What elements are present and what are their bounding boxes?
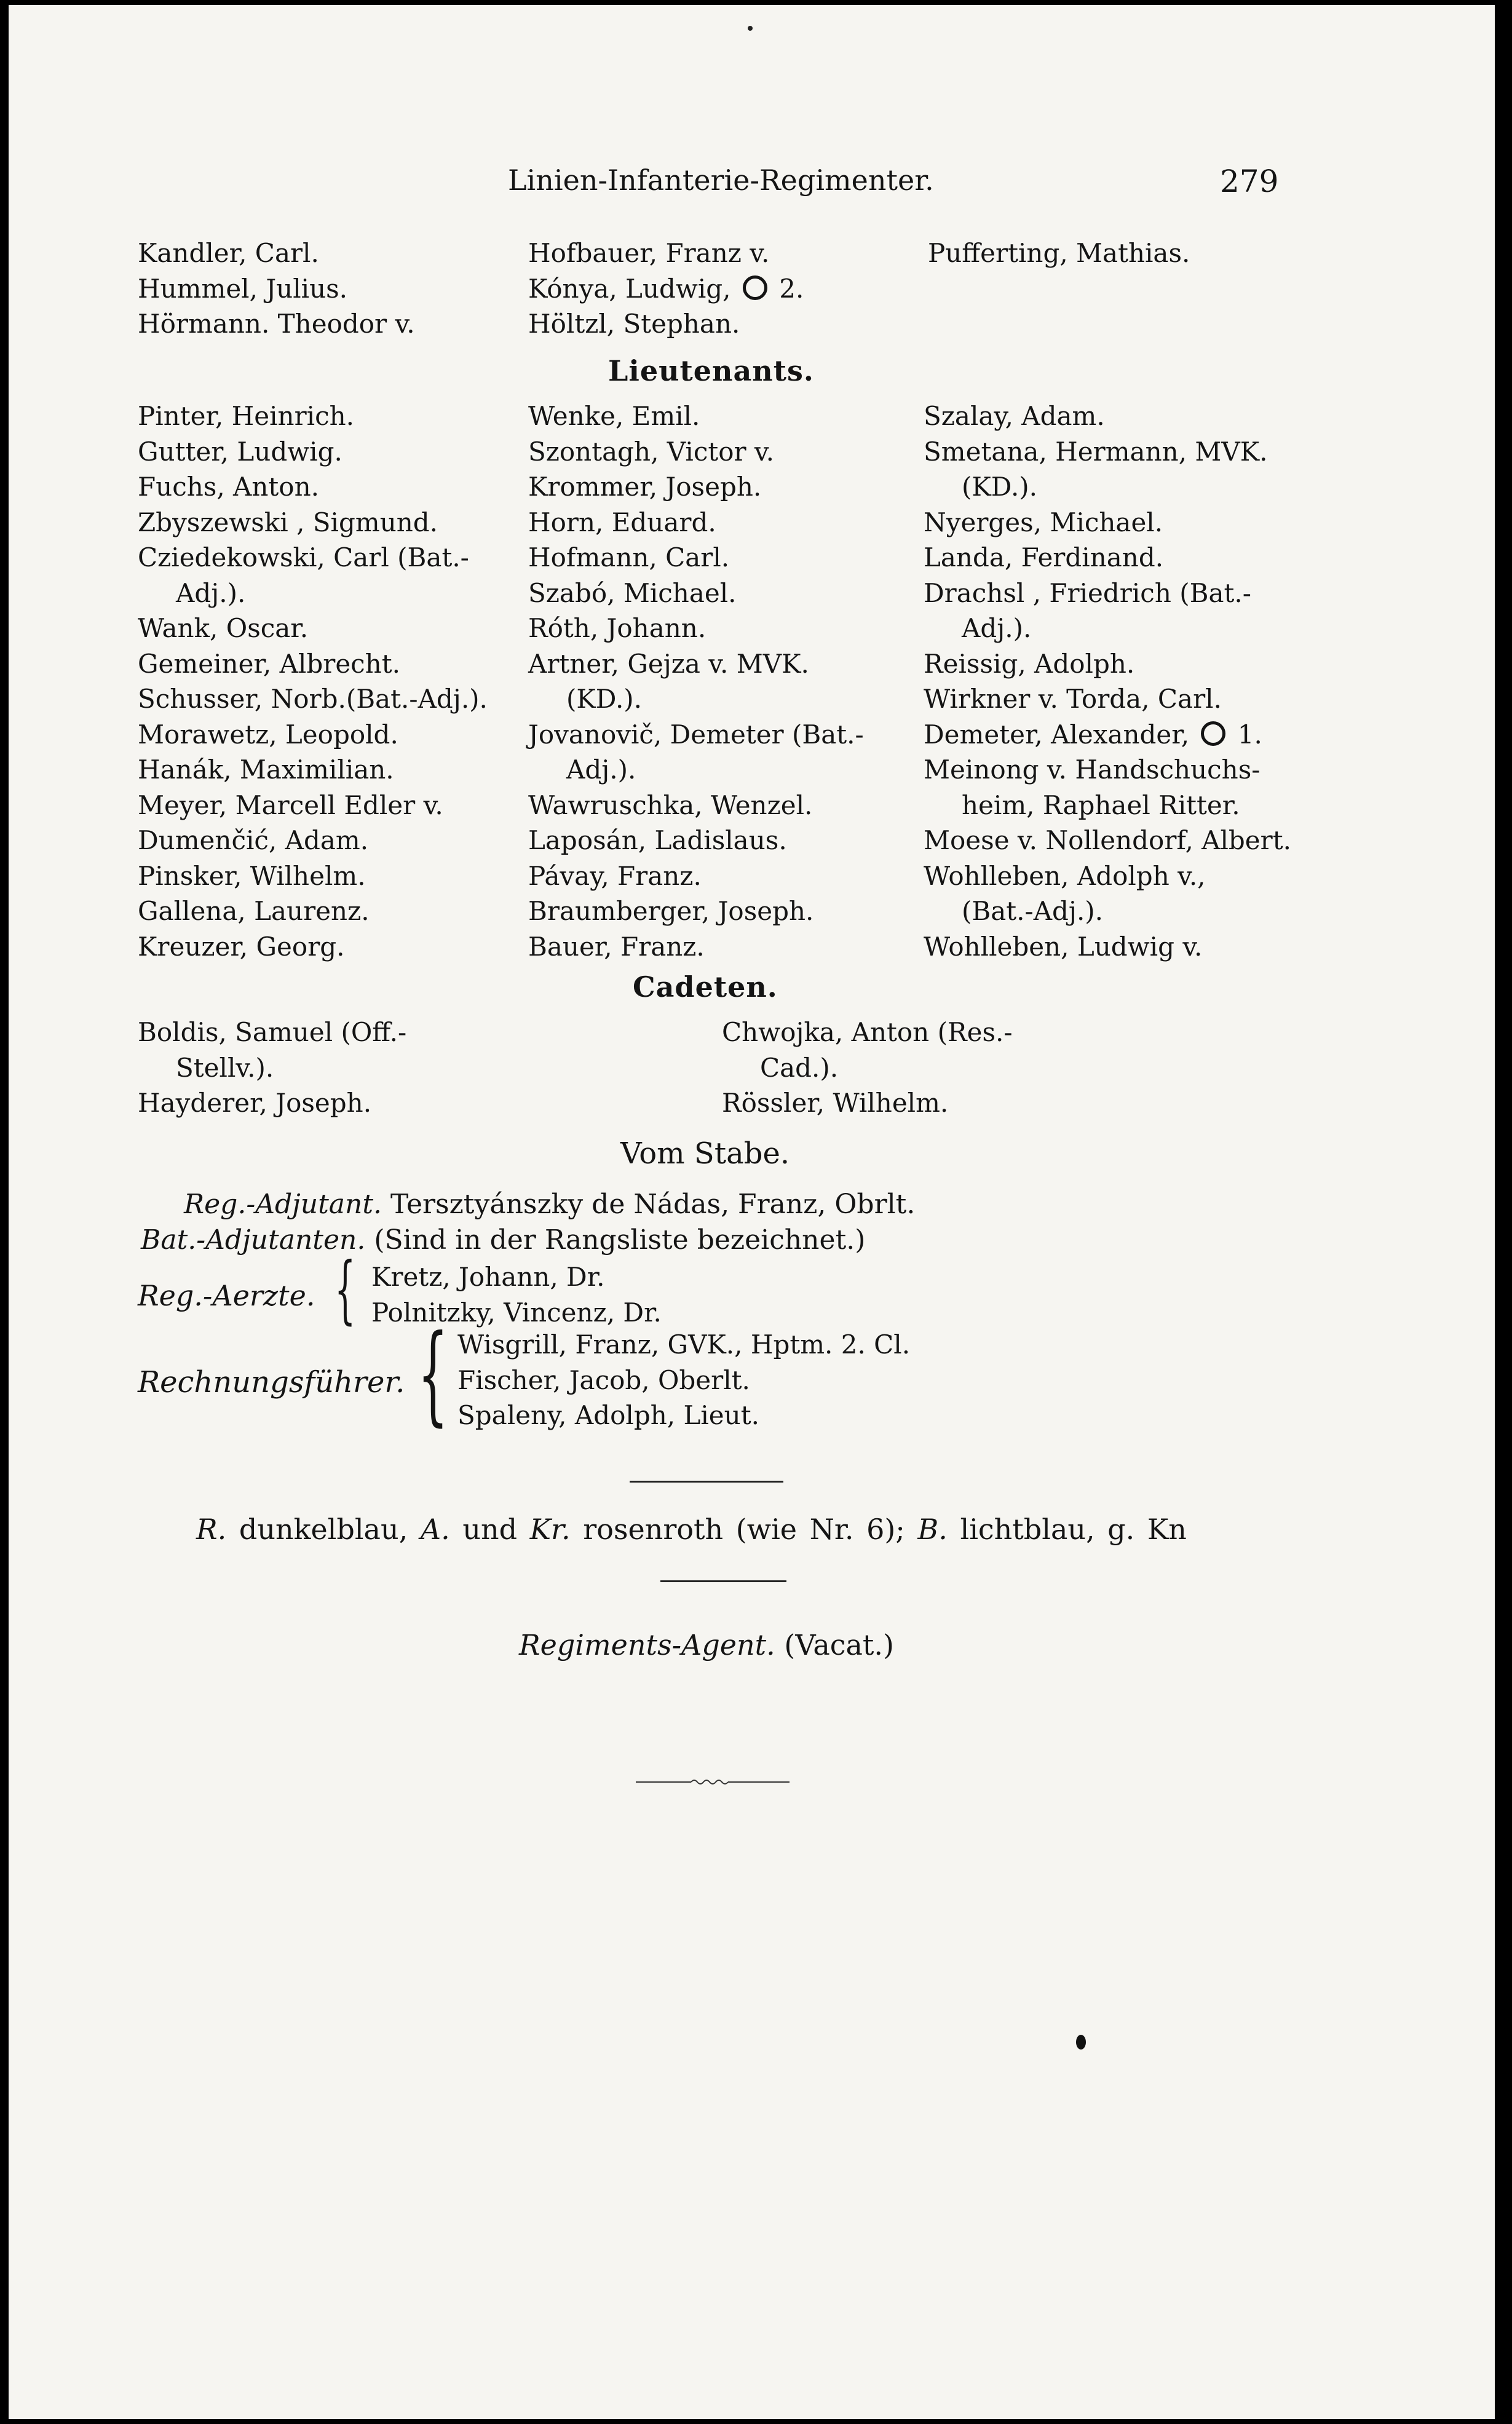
- list-item: Szabó, Michael.: [528, 577, 737, 608]
- page-number: 279: [1220, 164, 1279, 199]
- list-item: Adj.).: [962, 613, 1032, 643]
- agent-row: [519, 1628, 894, 1662]
- list-item: Spaleny, Adolph, Lieut.: [457, 1400, 759, 1430]
- uniform-colors-line: R. dunkelblau, A. und Kr. rosenroth (wie Nr. 6); B. lichtblau, g. Kn: [196, 1513, 1187, 1546]
- list-item: Wisgrill, Franz, GVK., Hptm. 2. Cl.: [457, 1329, 911, 1360]
- list-item: Zbyszewski , Sigmund.: [138, 507, 438, 537]
- ornament-rule-icon: [636, 1775, 790, 1787]
- list-item: Jovanovič, Demeter (Bat.-: [528, 719, 864, 750]
- reg-adjutant-label: Reg.-Adjutant.: [184, 1189, 382, 1220]
- list-item: Szalay, Adam.: [924, 401, 1105, 431]
- brace-icon: {: [334, 1247, 356, 1333]
- list-item: Wawruschka, Wenzel.: [528, 790, 813, 820]
- list-item: Bauer, Franz.: [528, 931, 705, 962]
- list-item: Meinong v. Handschuchs-: [924, 755, 1261, 785]
- list-item: Braumberger, Joseph.: [528, 896, 814, 926]
- ink-speck-icon: [1072, 2031, 1091, 2056]
- list-item: Drachsl , Friedrich (Bat.-: [924, 577, 1251, 608]
- list-item: Chwojka, Anton (Res.-: [722, 1017, 1013, 1047]
- divider: [630, 1481, 783, 1483]
- lieutenants-col-2: [528, 398, 897, 964]
- ink-speck-icon: [745, 23, 755, 33]
- lieutenants-col-3: [924, 398, 1305, 964]
- section-heading-lieutenants: Lieutenants.: [608, 354, 814, 387]
- list-item: Wank, Oscar.: [138, 613, 309, 643]
- list-item: Smetana, Hermann, MVK.: [924, 436, 1268, 467]
- reg-adjutant-value: Tersztyánszky de Nádas, Franz, Obrlt.: [390, 1189, 916, 1220]
- list-item: Stellv.).: [176, 1052, 274, 1083]
- bat-adjutanten-value: (Sind in der Rangsliste bezeichnet.): [374, 1224, 866, 1256]
- list-item: Cad.).: [760, 1052, 839, 1083]
- list-item: (KD.).: [566, 684, 643, 714]
- list-item: Wohlleben, Adolph v.,: [924, 860, 1206, 891]
- divider: [660, 1580, 786, 1582]
- list-item: Fuchs, Anton.: [138, 472, 319, 502]
- list-item: Dumenčić, Adam.: [138, 825, 369, 855]
- list-item: Wohlleben, Ludwig v.: [924, 931, 1203, 962]
- list-item: Pávay, Franz.: [528, 860, 702, 891]
- list-item: Gutter, Ludwig.: [138, 436, 342, 467]
- aerzte-label: Reg.-Aerzte.: [138, 1279, 315, 1312]
- list-item: Hummel, Julius.: [138, 273, 348, 304]
- top-col-3: [928, 236, 1190, 271]
- list-item: Gemeiner, Albrecht.: [138, 648, 400, 679]
- list-item: Gallena, Laurenz.: [138, 896, 370, 926]
- list-item: Szontagh, Victor v.: [528, 436, 775, 467]
- list-item: Adj.).: [566, 755, 636, 785]
- reg-adjutant-row: [184, 1189, 915, 1220]
- list-item: Nyerges, Michael.: [924, 507, 1163, 537]
- list-item: Kónya, Ludwig, 2.: [528, 273, 804, 304]
- rechnung-list: [457, 1327, 910, 1433]
- list-item: Róth, Johann.: [528, 613, 707, 643]
- list-item: Wenke, Emil.: [528, 401, 700, 431]
- list-item: Artner, Gejza v. MVK.: [528, 648, 809, 679]
- bat-adjutanten-label: Bat.-Adjutanten.: [141, 1224, 366, 1256]
- list-item: Pinter, Heinrich.: [138, 401, 355, 431]
- list-item: Hofbauer, Franz v.: [528, 238, 770, 268]
- ring-symbol-icon: [743, 275, 767, 300]
- list-item: Fischer, Jacob, Oberlt.: [457, 1364, 750, 1395]
- section-heading-cadeten: Cadeten.: [633, 970, 778, 1004]
- list-item: Laposán, Ladislaus.: [528, 825, 787, 855]
- list-item: Morawetz, Leopold.: [138, 719, 398, 750]
- brace-icon: {: [418, 1312, 449, 1437]
- list-item: heim, Raphael Ritter.: [962, 790, 1240, 820]
- list-item: Demeter, Alexander, 1.: [924, 719, 1262, 750]
- list-item: Hanák, Maximilian.: [138, 755, 394, 785]
- book-page: [9, 5, 1495, 2419]
- list-item: (KD.).: [962, 472, 1038, 502]
- list-item: Schusser, Norb.(Bat.-Adj.).: [138, 684, 488, 714]
- cadeten-col-1: [138, 1015, 501, 1121]
- list-item: Hofmann, Carl.: [528, 542, 730, 572]
- list-item: Cziedekowski, Carl (Bat.-: [138, 542, 469, 572]
- bat-adjutanten-row: [141, 1224, 865, 1256]
- section-heading-stab: Vom Stabe.: [620, 1136, 790, 1171]
- list-item: Pinsker, Wilhelm.: [138, 860, 366, 891]
- list-item: Hayderer, Joseph.: [138, 1088, 372, 1118]
- list-item: Landa, Ferdinand.: [924, 542, 1164, 572]
- list-item: Boldis, Samuel (Off.-: [138, 1017, 407, 1047]
- cadeten-col-2: [722, 1015, 1103, 1121]
- top-col-2: [528, 236, 804, 342]
- agent-label: Regiments-Agent.: [519, 1628, 775, 1662]
- list-item: Höltzl, Stephan.: [528, 309, 740, 339]
- list-item: Kandler, Carl.: [138, 238, 319, 268]
- list-item: Kretz, Johann, Dr.: [371, 1262, 605, 1292]
- list-item: Hörmann. Theodor v.: [138, 309, 415, 339]
- list-item: Meyer, Marcell Edler v.: [138, 790, 443, 820]
- list-item: Wirkner v. Torda, Carl.: [924, 684, 1222, 714]
- list-item: Reissig, Adolph.: [924, 648, 1135, 679]
- list-item: Kreuzer, Georg.: [138, 931, 345, 962]
- agent-value: (Vacat.): [784, 1628, 894, 1662]
- ring-symbol-icon: [1201, 721, 1225, 746]
- list-item: (Bat.-Adj.).: [962, 896, 1104, 926]
- rechnung-label: Rechnungsführer.: [138, 1365, 405, 1400]
- list-item: Horn, Eduard.: [528, 507, 716, 537]
- list-item: Polnitzky, Vincenz, Dr.: [371, 1297, 662, 1328]
- lieutenants-col-1: [138, 398, 501, 964]
- list-item: Adj.).: [176, 577, 246, 608]
- list-item: Krommer, Joseph.: [528, 472, 762, 502]
- list-item: Rössler, Wilhelm.: [722, 1088, 949, 1118]
- list-item: Pufferting, Mathias.: [928, 238, 1190, 268]
- list-item: Moese v. Nollendorf, Albert.: [924, 825, 1291, 855]
- aerzte-list: [371, 1259, 662, 1330]
- top-col-1: [138, 236, 415, 342]
- running-title: Linien-Infanterie-Regimenter.: [508, 164, 934, 197]
